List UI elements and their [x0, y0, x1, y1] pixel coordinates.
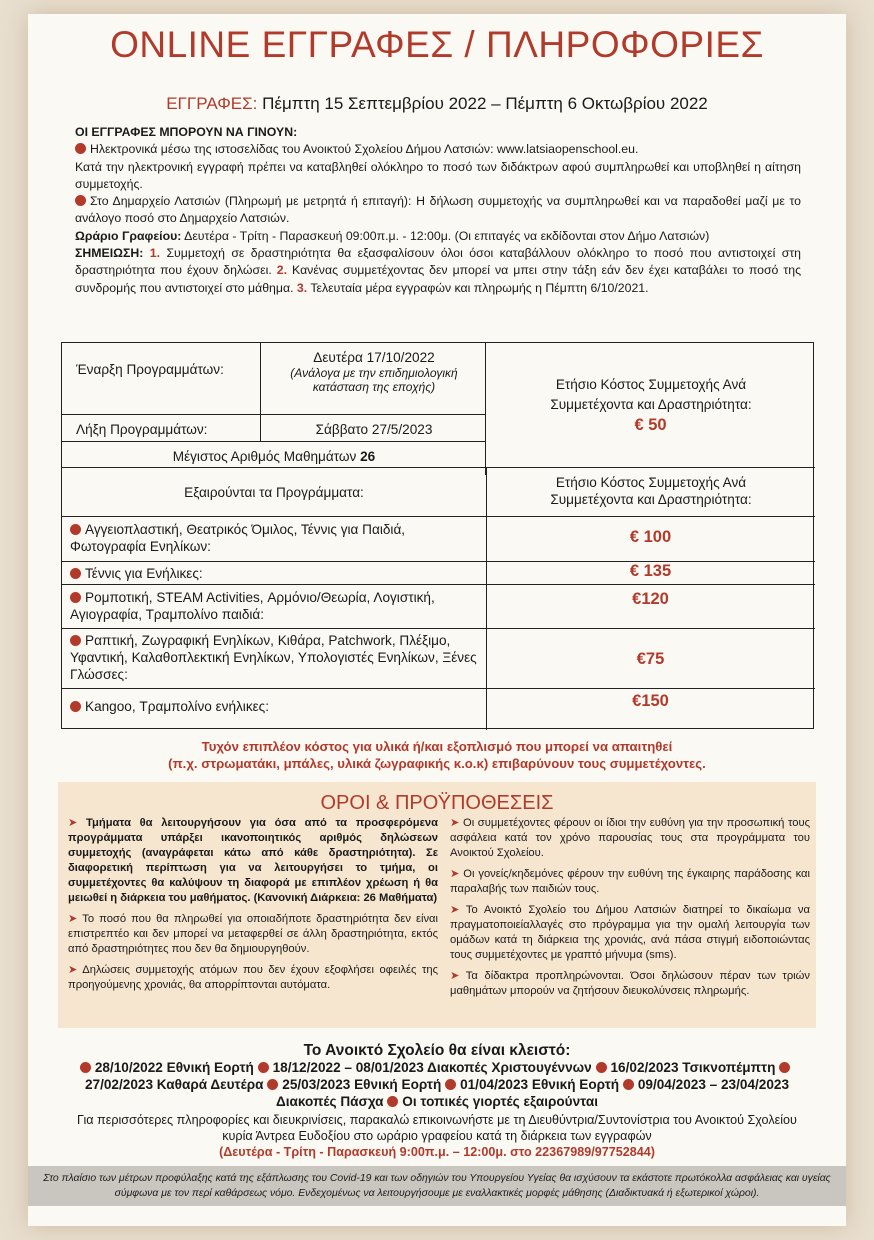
term-item: Το ποσό που θα πληρωθεί για οποιαδήποτε δραστηριότητα δεν είναι επιστρεπτέο και δεν μπορεί να μεταφερθεί σε άλλη δραστηριότητα, εκτός από δραστηριότητες που δεν θα δημιουργηθούν.: [68, 913, 439, 955]
bullet-icon: [70, 524, 81, 535]
extra-cost-line: Τυχόν επιπλέον κόστος για υλικά ή/και εξοπλισμό που μπορεί να απαιτηθεί: [201, 739, 673, 754]
note-3: Τελευταία μέρα εγγραφών και πληρωμής η Πέμπτη 6/10/2021.: [310, 280, 649, 295]
holiday-item: 28/10/2022 Εθνική Εορτή: [94, 1060, 254, 1075]
bullet-icon: [267, 1079, 278, 1090]
row-price: €75: [636, 650, 665, 668]
closed-dates: [70, 1042, 804, 1110]
covid-notice: Στο πλαίσιο των μέτρων προφύλαξης κατά της εξάπλωσης του Covid-19 και των οδηγιών του Υπουργείου Υγείας θα ισχύσουν τα εκάστοτε πρωτόκολλα ασφάλειας και υγείας σύμφωνα με τον περί καθάρσεως νόμο. Ενδεχομένως να λειτουργήσουμε με εναλλακτικές μορφές μάθησης (Διαδικτυακά ή εξωτερικοί χώροι).: [28, 1166, 846, 1206]
extra-cost-note: [0, 738, 874, 772]
bullet-icon: [70, 701, 81, 712]
row-programs: Ραπτική, Ζωγραφική Ενηλίκων, Κιθάρα, Patchwork, Πλέξιμο, Υφαντική, Καλαθοπλεκτική Ενηλίκων, Υπολογιστές Ενηλίκων, Ξένες Γλώσσες:: [70, 633, 477, 682]
bullet-icon: [70, 592, 81, 603]
holiday-item: 09/04/2023 – 23/04/2023 Διακοπές Πάσχα: [276, 1077, 790, 1109]
arrow-icon: ➤: [450, 904, 460, 916]
bullet-icon: [623, 1079, 634, 1090]
office-hours-label: Ωράριο Γραφείου:: [75, 228, 182, 243]
start-date: Δευτέρα 17/10/2022: [313, 350, 435, 365]
fees-table: [61, 342, 814, 729]
bullet-icon: [70, 635, 81, 646]
arrow-icon: ➤: [450, 868, 460, 880]
registration-dates: [0, 94, 874, 114]
table-row: [70, 565, 480, 582]
bullet-icon: [70, 568, 81, 579]
bullet-icon: [75, 143, 86, 154]
town-hall-registration: Στο Δημαρχείο Λατσιών (Πληρωμή με μετρητά ή επιταγή): Η δήλωση συμμετοχής να συμπληρωθεί και να παραδοθεί μαζί με το ανάλογο ποσό στο Δημαρχείο Λατσιών.: [75, 194, 801, 226]
annual-cost: € 50: [634, 416, 667, 434]
start-label: Έναρξη Προγραμμάτων:: [76, 362, 224, 377]
bullet-icon: [80, 1062, 91, 1073]
arrow-icon: ➤: [450, 970, 460, 982]
terms-title: ΟΡΟΙ & ΠΡΟΫΠΟΘΕΣΕΙΣ: [320, 792, 554, 814]
row-price: € 100: [629, 528, 672, 546]
row-price: €150: [632, 692, 669, 710]
max-lessons-number: 26: [360, 449, 376, 464]
table-row: [70, 698, 480, 715]
closed-title: Το Ανοικτό Σχολείο θα είναι κλειστό:: [303, 1042, 571, 1059]
term-item: Τμήματα θα λειτουργήσουν για όσα από τα προσφερόμενα προγράμματα υπάρξει ικανοποιητικός αριθμός δηλώσεων συμμετοχής (αναγράφεται κάτω από κάθε δραστηριότητα). Σε διαφορετική περίπτωση για να λειτουργήσει το τμήμα, οι συμμετέχοντες θα καλύψουν τη διαφορά με επιπλέον χρέωση ή θα μειωθεί η διάρκεια του μαθήματος. (Κανονική Διάρκεια: 26 Μαθήματα): [68, 817, 439, 904]
online-note: Κατά την ηλεκτρονική εγγραφή πρέπει να καταβληθεί ολόκληρο το ποσό των διδάκτρων αφού συμπληρωθεί και υποβληθεί η αίτηση συμμετοχής.: [75, 159, 801, 191]
terms-left-column: [68, 816, 438, 999]
note-label: ΣΗΜΕΙΩΣΗ:: [75, 246, 144, 261]
row-programs: Ρομποτική, STEAM Activities, Αρμόνιο/Θεωρία, Λογιστική, Αγιογραφία, Τραμπολίνο παιδιά:: [70, 590, 435, 622]
term-item: Οι γονείς/κηδεμόνες φέρουν την ευθύνη της έγκαιρης παράδοσης και παραλαβής των παιδιών τους.: [450, 868, 810, 895]
registration-period: Πέμπτη 15 Σεπτεμβρίου 2022 – Πέμπτη 6 Οκτωβρίου 2022: [262, 94, 708, 113]
contact-info: [66, 1112, 808, 1160]
extra-cost-line: (π.χ. στρωματάκι, μπάλες, υλικά ζωγραφικής κ.ο.κ) επιβαρύνουν τους συμμετέχοντες.: [168, 756, 706, 771]
arrow-icon: ➤: [68, 964, 78, 976]
term-item: Τα δίδακτρα προπληρώνονται. Όσοι δηλώσουν πέραν των τριών μαθημάτων μπορούν να ζητήσουν διευκολύνσεις πληρωμής.: [450, 970, 810, 997]
note-number: 2.: [276, 263, 288, 278]
holiday-item: 27/02/2023 Καθαρά Δευτέρα: [84, 1077, 264, 1092]
row-programs: Τέννις για Ενήλικες:: [85, 566, 203, 581]
arrow-icon: ➤: [450, 817, 460, 829]
table-row: [70, 589, 480, 623]
online-registration: Ηλεκτρονικά μέσω της ιστοσελίδας του Ανοικτού Σχολείου Δήμου Λατσιών: www.latsiaopenschool.eu.: [90, 142, 639, 157]
table-row: [70, 521, 480, 555]
row-price: € 135: [629, 562, 672, 580]
holiday-item: 01/04/2023 Εθνική Εορτή: [460, 1077, 620, 1092]
excluded-cost-label: Ετήσιο Κόστος Συμμετοχής Ανά Συμμετέχοντα και Δραστηριότητα:: [550, 475, 752, 507]
page-title: ONLINE ΕΓΓΡΑΦΕΣ / ΠΛΗΡΟΦΟΡΙΕΣ: [110, 24, 764, 65]
office-hours: Δευτέρα - Τρίτη - Παρασκευή 09:00π.μ. - 12:00μ. (Οι επιταγές να εκδίδονται στον Δήμο Λατσιών): [184, 228, 710, 243]
annual-cost-label: Ετήσιο Κόστος Συμμετοχής Ανά Συμμετέχοντα και Δραστηριότητα:: [550, 377, 752, 412]
holiday-list: [70, 1059, 804, 1110]
row-programs: Αγγειοπλαστική, Θεατρικός Όμιλος, Τέννις για Παιδιά, Φωτογραφία Ενηλίκων:: [70, 522, 406, 554]
start-note: (Ανάλογα με την επιδημιολογική κατάσταση της εποχής): [290, 366, 458, 394]
note-2: Κανένας συμμετέχοντας δεν μπορεί να μπει στην τάξη εάν δεν έχει καταβάλει το ποσό της συνδρομής που αντιστοιχεί στο μάθημα.: [75, 263, 802, 295]
max-lessons-label: Μέγιστος Αριθμός Μαθημάτων: [172, 449, 357, 464]
intro-section: [75, 124, 801, 297]
note-1: Συμμετοχή σε δραστηριότητα θα εξασφαλίσουν όλοι όσοι καταβάλλουν ολόκληρο το ποσό που αντιστοιχεί στη δραστηριότητα που έχουν δηλώσει.: [75, 246, 802, 278]
holiday-item: 16/02/2023 Τσικνοπέμπτη: [610, 1060, 776, 1075]
bullet-icon: [258, 1062, 269, 1073]
bullet-icon: [779, 1062, 790, 1073]
term-item: Δηλώσεις συμμετοχής ατόμων που δεν έχουν εξοφλήσει οφειλές της προηγούμενης χρονιάς, θα απορρίπτονται αυτόματα.: [68, 964, 438, 991]
table-row: [70, 632, 480, 683]
contact-hours: (Δευτέρα - Τρίτη - Παρασκευή 9:00π.μ. – 12:00μ. στο 22367989/97752844): [219, 1145, 655, 1159]
bullet-icon: [75, 195, 86, 206]
holiday-item: 18/12/2022 – 08/01/2023 Διακοπές Χριστουγέννων: [272, 1060, 592, 1075]
registration-label: ΕΓΓΡΑΦΕΣ:: [166, 94, 258, 113]
bullet-icon: [445, 1079, 456, 1090]
term-item: Οι συμμετέχοντες φέρουν οι ίδιοι την ευθύνη για την προσωπική τους ασφάλεια κατά τον χρόνο παρουσίας τους στα προγράμματα του Ανοικτού Σχολείου.: [450, 817, 811, 859]
row-programs: Kangoo, Τραμπολίνο ενήλικες:: [85, 699, 270, 714]
bullet-icon: [387, 1096, 398, 1107]
end-label: Λήξη Προγραμμάτων:: [76, 422, 208, 437]
note-number: 3.: [296, 280, 308, 295]
arrow-icon: ➤: [68, 913, 78, 925]
contact-text: Για περισσότερες πληροφορίες και διευκρινίσεις, παρακαλώ επικοινωνήστε με τη Διευθύντρια/Συντονίστρια του Ανοικτού Σχολείου κυρία Άντρεα Ευδοξίου στο ωράριο γραφείου κατά τη διάρκεια των εγγραφών: [77, 1113, 797, 1143]
holiday-item: Οι τοπικές γιορτές εξαιρούνται: [402, 1094, 598, 1109]
term-item: Το Ανοικτό Σχολείο του Δήμου Λατσιών διατηρεί το δικαίωμα να πραγματοποιείαλλαγές στο πρόγραμμα για την ομαλή λειτουργία των ομάδων κατά τη διάρκεια της χρονιάς, ανά πάσα στιγμή ειδοποιώντας τους συμμετέχοντες με γραπτό μήνυμα (sms).: [450, 904, 810, 961]
excluded-label: Εξαιρούνται τα Προγράμματα:: [184, 485, 364, 500]
row-price: €120: [632, 590, 669, 608]
bullet-icon: [596, 1062, 607, 1073]
arrow-icon: ➤: [68, 817, 78, 829]
end-date: Σάββατο 27/5/2023: [315, 422, 433, 437]
intro-heading: ΟΙ ΕΓΓΡΑΦΕΣ ΜΠΟΡΟΥΝ ΝΑ ΓΙΝΟΥΝ:: [75, 125, 298, 139]
note-number: 1.: [149, 246, 161, 261]
holiday-item: 25/03/2023 Εθνική Εορτή: [282, 1077, 442, 1092]
max-lessons: [62, 448, 486, 465]
terms-right-column: [450, 816, 810, 1005]
terms-box: [58, 782, 816, 1028]
